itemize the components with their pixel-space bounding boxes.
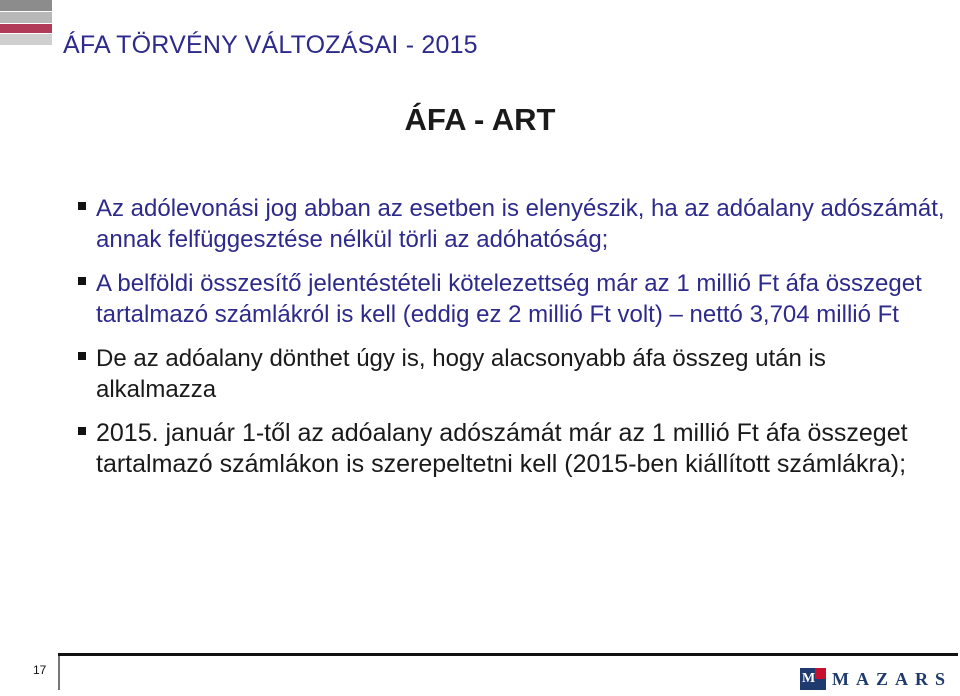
bullet-item bbox=[72, 193, 947, 255]
footer-tick bbox=[58, 656, 60, 690]
bullet-item bbox=[72, 343, 947, 405]
bullet-text: Az adólevonási jog abban az esetben is elenyészik, ha az adóalany adószámát, annak felfüggesztése nélkül törli az adóhatóság; bbox=[96, 195, 945, 253]
bullet-text: A belföldi összesítő jelentéstételi kötelezettség már az 1 millió Ft áfa összeget tartalmazó számlákról is kell (eddig ez 2 millió Ft volt) – nettó 3,704 millió Ft bbox=[96, 270, 922, 328]
slide-title: ÁFA - ART bbox=[404, 102, 556, 137]
bullet-text: De az adóalany dönthet úgy is, hogy alacsonyabb áfa összeg után is alkalmazza bbox=[96, 345, 826, 403]
mazars-logo bbox=[800, 668, 952, 690]
logo-text: MAZARS bbox=[831, 668, 952, 689]
square-bullet-icon bbox=[78, 277, 86, 285]
logo-mark-icon: M bbox=[800, 668, 826, 690]
square-bullet-icon bbox=[78, 202, 86, 210]
square-bullet-icon bbox=[78, 427, 86, 435]
footer-divider bbox=[58, 653, 958, 656]
page-number: 17 bbox=[33, 663, 47, 677]
bullet-text: 2015. január 1-től az adóalany adószámát már az 1 millió Ft áfa összeget tartalmazó számlákon is szerepeltetni kell (2015-ben kiállított számlákra); bbox=[96, 419, 908, 478]
corner-decoration bbox=[0, 0, 52, 46]
bullet-list bbox=[72, 193, 947, 493]
square-bullet-icon bbox=[78, 352, 86, 360]
bullet-item bbox=[72, 268, 947, 330]
bullet-item bbox=[72, 418, 947, 480]
header-title: ÁFA TÖRVÉNY VÁLTOZÁSAI - 2015 bbox=[63, 31, 478, 59]
